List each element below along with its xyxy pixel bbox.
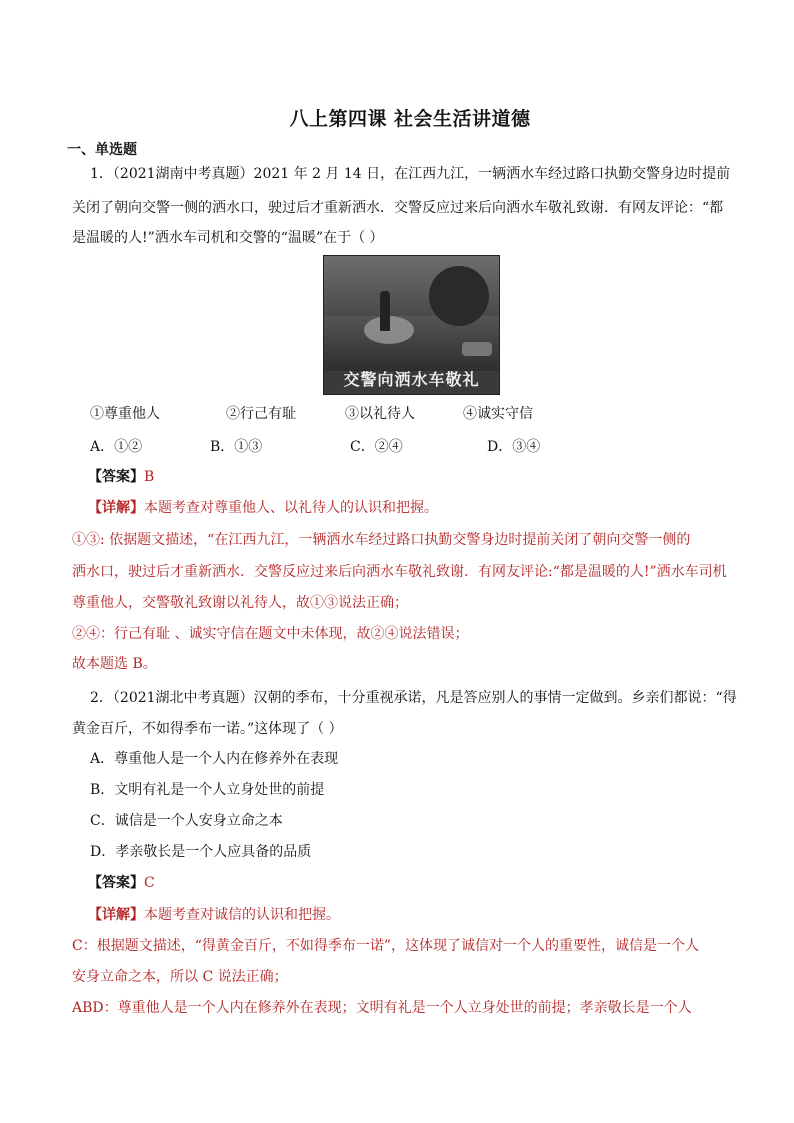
- q2-explain-line-1: C：根据题文描述，“得黄金百斤，不如得季布一诺”，这体现了诚信对一个人的重要性，诚信是一个人: [72, 938, 700, 954]
- q1-photo-caption: 交警向洒水车敬礼: [343, 370, 480, 389]
- q2-detail-label: 【详解】: [88, 907, 144, 923]
- q2-answer: [88, 873, 155, 893]
- q1-answer-value: B: [144, 469, 155, 485]
- q1-detail-text: 本题考查对尊重他人、以礼待人的认识和把握。: [144, 500, 438, 516]
- q1-option-a: A．①②: [90, 439, 143, 455]
- q2-option-d: D．孝亲敬长是一个人应具备的品质: [90, 844, 312, 860]
- q2-option-c: C．诚信是一个人安身立命之本: [90, 813, 283, 829]
- q2-option-a: A．尊重他人是一个人内在修养外在表现: [90, 751, 339, 767]
- q1-stem-line-1: 1．（2021湖南中考真题）2021 年 2 月 14 日，在江西九江，一辆洒水车经过路口执勤交警身边时提前: [90, 166, 731, 182]
- q1-detail-label: 【详解】: [88, 500, 144, 516]
- q1-option-d: D．③④: [487, 439, 541, 455]
- q1-statement-3: ③以礼待人: [345, 406, 415, 422]
- q1-option-c: C．②④: [350, 439, 403, 455]
- q2-detail-text: 本题考查对诚信的认识和把握。: [144, 907, 340, 923]
- q1-detail: [88, 498, 438, 518]
- q2-option-b: B．文明有礼是一个人立身处世的前提: [90, 782, 325, 798]
- q2-stem-line-2: 黄金百斤，不如得季布一诺。”这体现了（ ）: [72, 721, 343, 737]
- q1-stem-line-2: 关闭了朝向交警一侧的洒水口，驶过后才重新洒水．交警反应过来后向洒水车敬礼致谢．有网友评论：“都: [72, 200, 724, 216]
- q1-explain-line-1: ①③: 依据题文描述，“在江西九江，一辆洒水车经过路口执勤交警身边时提前关闭了朝向交警一侧的: [72, 532, 691, 548]
- q1-stem-line-3: 是温暖的人!”洒水车司机和交警的“温暖”在于（ ）: [72, 230, 384, 246]
- q1-answer: [88, 467, 154, 487]
- q2-answer-value: C: [144, 875, 155, 891]
- page-title: 八上第四课 社会生活讲道德: [289, 108, 531, 130]
- q1-option-b: B．①③: [210, 439, 263, 455]
- q1-explain-line-2: 洒水口，驶过后才重新洒水．交警反应过来后向洒水车敬礼致谢．有网友评论:“都是温暖的人!”洒水车司机: [72, 564, 727, 580]
- q1-answer-label: 【答案】: [88, 469, 144, 485]
- section-heading: 一、单选题: [67, 142, 137, 158]
- q1-statement-1: ①尊重他人: [90, 406, 160, 422]
- q1-statement-4: ④诚实守信: [463, 406, 533, 422]
- q1-photo: [323, 255, 500, 395]
- q2-answer-label: 【答案】: [88, 875, 144, 891]
- q2-detail: [88, 905, 340, 925]
- q2-explain-line-3: ABD：尊重他人是一个人内在修养外在表现；文明有礼是一个人立身处世的前提；孝亲敬长是一个人: [72, 1000, 692, 1016]
- q1-statement-2: ②行己有耻: [226, 406, 296, 422]
- q1-conclusion: 故本题选 B。: [72, 656, 157, 672]
- q2-stem-line-1: 2．（2021湖北中考真题）汉朝的季布，十分重视承诺，凡是答应别人的事情一定做到。乡亲们都说：“得: [90, 690, 737, 706]
- q1-explain-line-4: ②④：行己有耻 、诚实守信在题文中未体现，故②④说法错误；: [72, 626, 469, 642]
- q1-explain-line-3: 尊重他人，交警敬礼致谢以礼待人，故①③说法正确；: [72, 595, 408, 611]
- q2-explain-line-2: 安身立命之本，所以 C 说法正确；: [72, 969, 288, 985]
